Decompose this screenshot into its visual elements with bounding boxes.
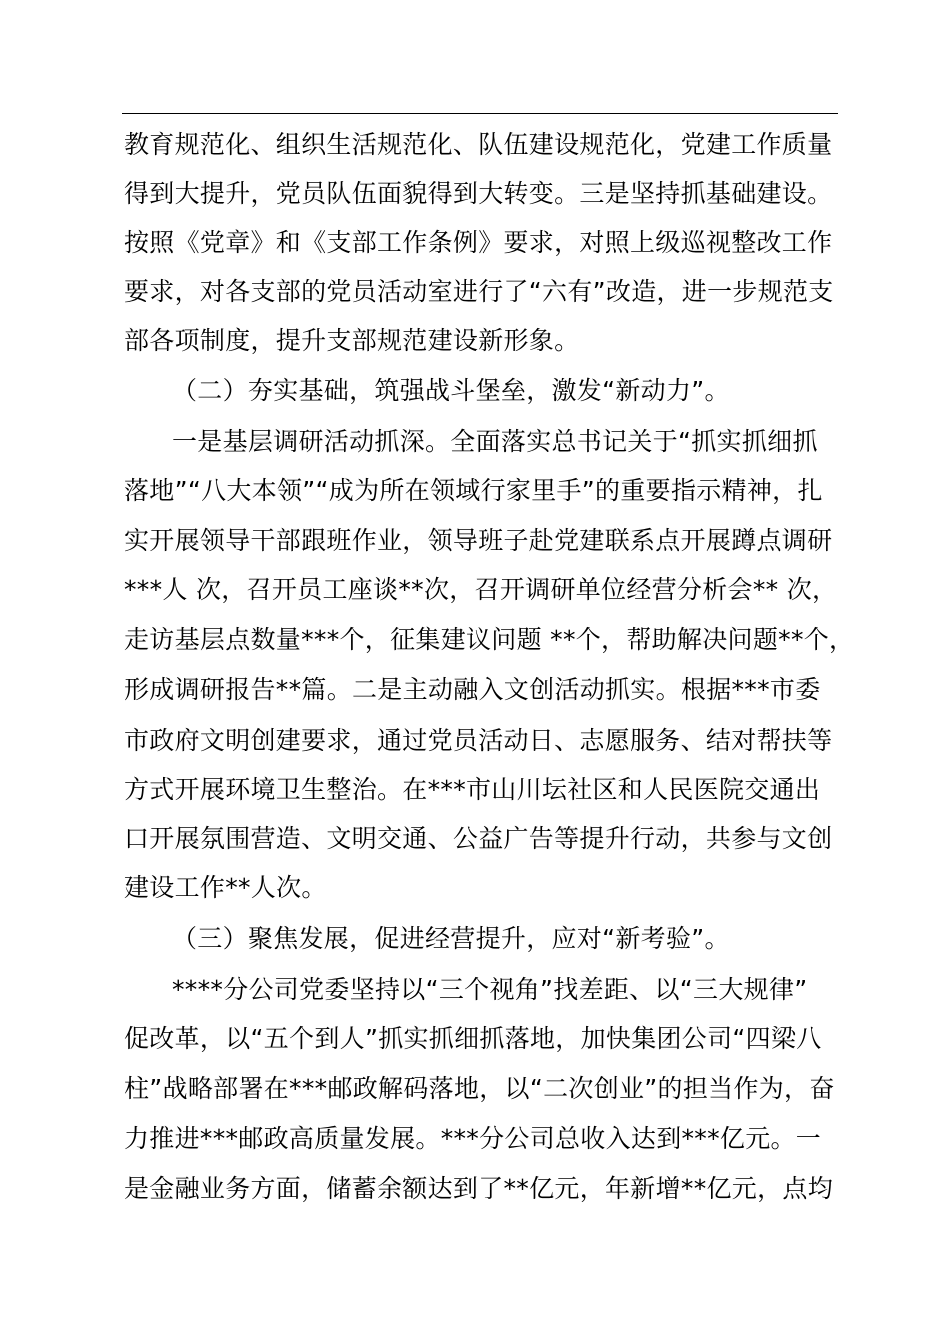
text-line: ****分公司党委坚持以“三个视角”找差距、以“三大规律” [172,975,808,1004]
text-line: 力推进***邮政高质量发展。***分公司总收入达到***亿元。一 [124,1124,822,1153]
text-line: 促改革，以“五个到人”抓实抓细抓落地，加快集团公司“四梁八 [124,1024,822,1053]
text-line: 是金融业务方面，储蓄余额达到了**亿元，年新增**亿元，点均 [124,1174,834,1203]
text-line: 一是基层调研活动抓深。全面落实总书记关于“抓实抓细抓 [172,427,818,456]
text-line: 方式开展环境卫生整治。在***市山川坛社区和人民医院交通出 [124,775,821,804]
text-line: 建设工作**人次。 [124,873,327,902]
text-line: 教育规范化、组织生活规范化、队伍建设规范化，党建工作质量 [124,130,833,159]
text-line: 按照《党章》和《支部工作条例》要求，对照上级巡视整改工作 [124,228,833,257]
text-line: 得到大提升，党员队伍面貌得到大转变。三是坚持抓基础建设。 [124,179,833,208]
text-line: 落地”“八大本领”“成为所在领域行家里手”的重要指示精神，扎 [124,476,823,505]
text-line: 形成调研报告**篇。二是主动融入文创活动抓实。根据***市委 [124,675,821,704]
text-line: 柱”战略部署在***邮政解码落地，以“二次创业”的担当作为，奋 [124,1074,835,1103]
section-heading: （三）聚焦发展，促进经营提升，应对“新考验”。 [172,924,730,953]
text-line: 走访基层点数量***个，征集建议问题 **个，帮助解决问题**个， [124,625,855,654]
header-rule [122,113,838,114]
text-line: 市政府文明创建要求，通过党员活动日、志愿服务、结对帮扶等 [124,726,833,755]
text-line: 实开展领导干部跟班作业，领导班子赴党建联系点开展蹲点调研 [124,526,833,555]
text-line: 口开展氛围营造、文明交通、公益广告等提升行动，共参与文创 [124,824,833,853]
text-line: 部各项制度，提升支部规范建设新形象。 [124,326,580,355]
section-heading: （二）夯实基础，筑强战斗堡垒，激发“新动力”。 [172,376,730,405]
text-line: ***人 次，召开员工座谈**次，召开调研单位经营分析会** 次， [124,575,838,604]
text-line: 要求，对各支部的党员活动室进行了“六有”改造，进一步规范支 [124,277,834,306]
